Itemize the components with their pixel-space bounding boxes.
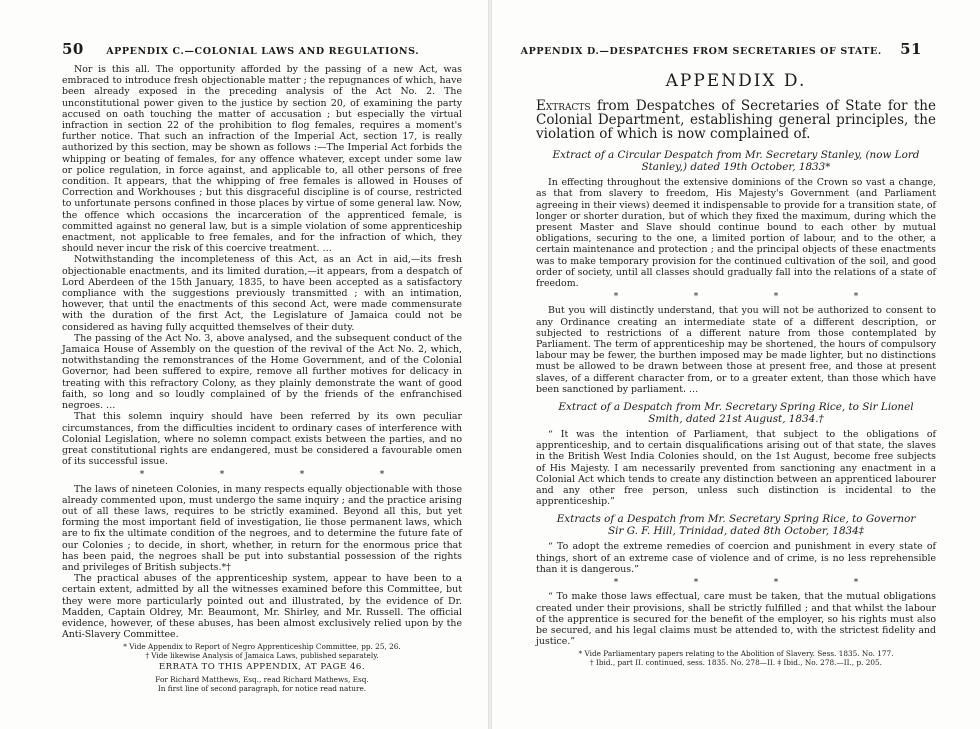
left-page-number: 50 [62,40,84,58]
appendix-lead [536,99,936,141]
right-running-head [521,40,922,58]
right-page-number: 51 [900,40,922,58]
lead-first-word: Extracts [536,98,591,115]
left-running-title: APPENDIX C.—COLONIAL LAWS AND REGULATIONS. [106,46,420,57]
errata-line: In first line of second paragraph, for notice read nature. [157,683,367,693]
section-break: * * * * [613,292,859,303]
paragraph: The passing of the Act No. 3, above analysed, and the subsequent conduct of the Jamaica House of Assembly on the question of the revival of the Act No. 2, which, notwithstanding the remonstrances of the Home Government, and of the Colonial Governor, had been suffered to expire, remove all further motives for delicacy in treating with this refractory Colony, as they plainly demonstrate the want of good faith, so long and so loudly complained of by the friends of the enfranchised negroes. … [62,332,462,412]
paragraph: The laws of nineteen Colonies, in many respects equally objectionable with those already commented upon, must undergo the same inquiry ; and the practice arising out of all these laws, requires to be strictly examined. Beyond all this, but yet forming the most important field of investigation, lie those permanent laws, which are to fix the ultimate condition of the negroes, and to determine the future fate of our Colonies ; to decide, in short, whether, in return for the enormous price that has been paid, the negroes shall be put into substantial possession of the rights and privileges of British subjects.*† [62,483,462,573]
errata-lines [62,676,462,693]
paragraph: But you will distinctly understand, that you will not be authorized to consent to any Ordinance creating an intermediate state of a different description, or subjected to restrictions of a different nature from those contemplated by Parliament. The term of apprenticeship may be shortened, the hours of compulsory labour may be fewer, the burthen imposed may be made lighter, but no distinctions must be allowed to be drawn between those at present free, and those at present slaves, of a different character from, or to a greater extent, than those which have been sanctioned by parliament. … [536,305,936,395]
appendix-title: APPENDIX D. [665,71,807,91]
extract-heading: Extracts of a Despatch from Mr. Secretary Spring Rice, to Governor Sir G. F. Hill, Trinidad, dated 8th October, 1834‡ [556,513,916,538]
footnote: † Ibid., part II. continued, sess. 1835. No. 278—II. ‡ Ibid., No. 278.—II., p. 205. [589,657,883,667]
lead-rest: from Despatches of Secretaries of State for the Colonial Department, establishing general principles, the violation of which is now complained of. [536,98,936,143]
footnote: * Vide Appendix to Report of Negro Apprenticeship Committee, pp. 25, 26. [123,642,401,652]
footnote: † Vide likewise Analysis of Jamaica Laws, published separately. [145,650,379,660]
paragraph: Notwithstanding the incompleteness of this Act, as an Act in aid,—its fresh objectionable enactments, and its limited duration,—it appears, from a despatch of Lord Aberdeen of the 15th January, 1835, to have been accepted as a satisfactory compliance with the suggestions previously transmitted ; with an intimation, however, that until the enactments of this second Act, were made commensurate with the duration of the first Act, the Legislature of Jamaica could not be considered as having fully acquitted themselves of their duty. [62,254,462,333]
paragraph: That this solemn inquiry should have been referred by its own peculiar circumstances, from the difficulties incident to ordinary cases of interference with Colonial Legislation, where no solemn compact exists between the parties, and no great constitutional rights are endangered, must be considered a favourable omen of its successful issue. [62,411,462,468]
extract-heading: Extract of a Circular Despatch from Mr. Secretary Stanley, (now Lord Stanley,) dated 19th October, 1833* [552,149,920,174]
footnote: * Vide Parliamentary papers relating to the Abolition of Slavery. Sess. 1835. No. 177. [578,649,894,659]
extract-heading: Extract of a Despatch from Mr. Secretary Spring Rice, to Sir Lionel Smith, dated 21st August, 1834.† [558,401,914,426]
left-page [0,0,488,729]
right-text-column [536,64,936,667]
paragraph: Nor is this all. The opportunity afforded by the passing of a new Act, was embraced to introduce fresh objectionable matter ; the repugnances of which, have been already exposed in the preceding analysis of the Act No. 2. The unconstitutional power given to the justice by section 20, of examining the party accused on oath touching the matter of accusation ; but especially the virtual infraction in section 22 of the prohibition to flog females, requires a moment's further notice. That such an infraction of the Imperial Act, section 17, is really authorized by this section, may be shown as follows :—The Imperial Act forbids the whipping or beating of females, for any offence whatever, except under some law or police regulation, in force against, and applicable to, all other persons of free condition. It appears, that the whipping of free females is allowed in Houses of Correction and Workhouses ; but this disgraceful discipline is of course, restricted to unfortunate persons confined in those places by virtue of some general law. Now, the offence which occasions the incarceration of the apprenticed female, is committed against no general law, but is a simple violation of some apprenticeship enactment, not applicable to free females, and for the infraction of which, they should never incur the risk of this coercive treatment. … [62,64,462,255]
left-text-column [62,64,462,693]
errata-title: ERRATA TO THIS APPENDIX, AT PAGE 46. [158,662,366,673]
right-page [492,0,980,729]
paragraph: The practical abuses of the apprenticeship system, appear to have been to a certain extent, admitted by all the witnesses examined before this Committee, but they were more particularly pointed out and illustrated, by the evidence of Dr. Madden, Captain Oldrey, Mr. Beaumont, Mr. Shirley, and Mr. Russell. The official evidence, however, of these abuses, has been almost exclusively relied upon by the Anti-Slavery Committee. [62,573,462,641]
quote-paragraph: “ To adopt the extreme remedies of coercion and punishment in every state of things, short of an extreme case of violence and of crime, is no less reprehensible than it is dangerous.” [536,541,936,575]
right-running-title: APPENDIX D.—DESPATCHES FROM SECRETARIES OF STATE. [520,46,882,57]
footnotes [536,650,936,667]
quote-paragraph: “ To make those laws effectual, care must be taken, that the mutual obligations created under their provisions, shall be strictly fulfilled ; and that whilst the labour of the apprentice is secured for the benefit of the employer, so his rights must also be secured, and his legal claims must be attended to, with the strictest fidelity and justice.” [536,591,936,648]
paragraph: In effecting throughout the extensive dominions of the Crown so vast a change, as that from slavery to freedom, His Majesty's Government (and Parliament agreeing in their views) deemed it indispensable to provide for a transition state, of longer or shorter duration, but of which they fixed the maximum, during which the present Master and Slave should continue bound to each other by mutual obligations, securing to the one, a limited portion of labour, and to the other, a certain maintenance and protection ; and the principal objects of these enactments was to make temporary provision for the continued cultivation of the soil, and good order of society, until all classes should gradually fall into the relations of a state of freedom. [536,177,936,290]
left-running-head [62,40,419,58]
section-break: * * * * [613,578,859,589]
errata-line: For Richard Matthews, Esq., read Richard Mathews, Esq. [155,675,369,685]
quote-paragraph: “ It was the intention of Parliament, that subject to the obligations of apprenticeship, and to certain disqualifications arising out of that state, the slaves in the British West India Colonies should, on the 1st August, become free subjects of His Majesty. I am necessarily prevented from sanctioning any enactment in a Colonial Act which tends to create any distinction between an apprenticed labourer and any other free person, unless such distinction is incidental to the apprenticeship.” [536,429,936,508]
section-break: * * * * [139,470,385,481]
footnotes [62,643,462,660]
